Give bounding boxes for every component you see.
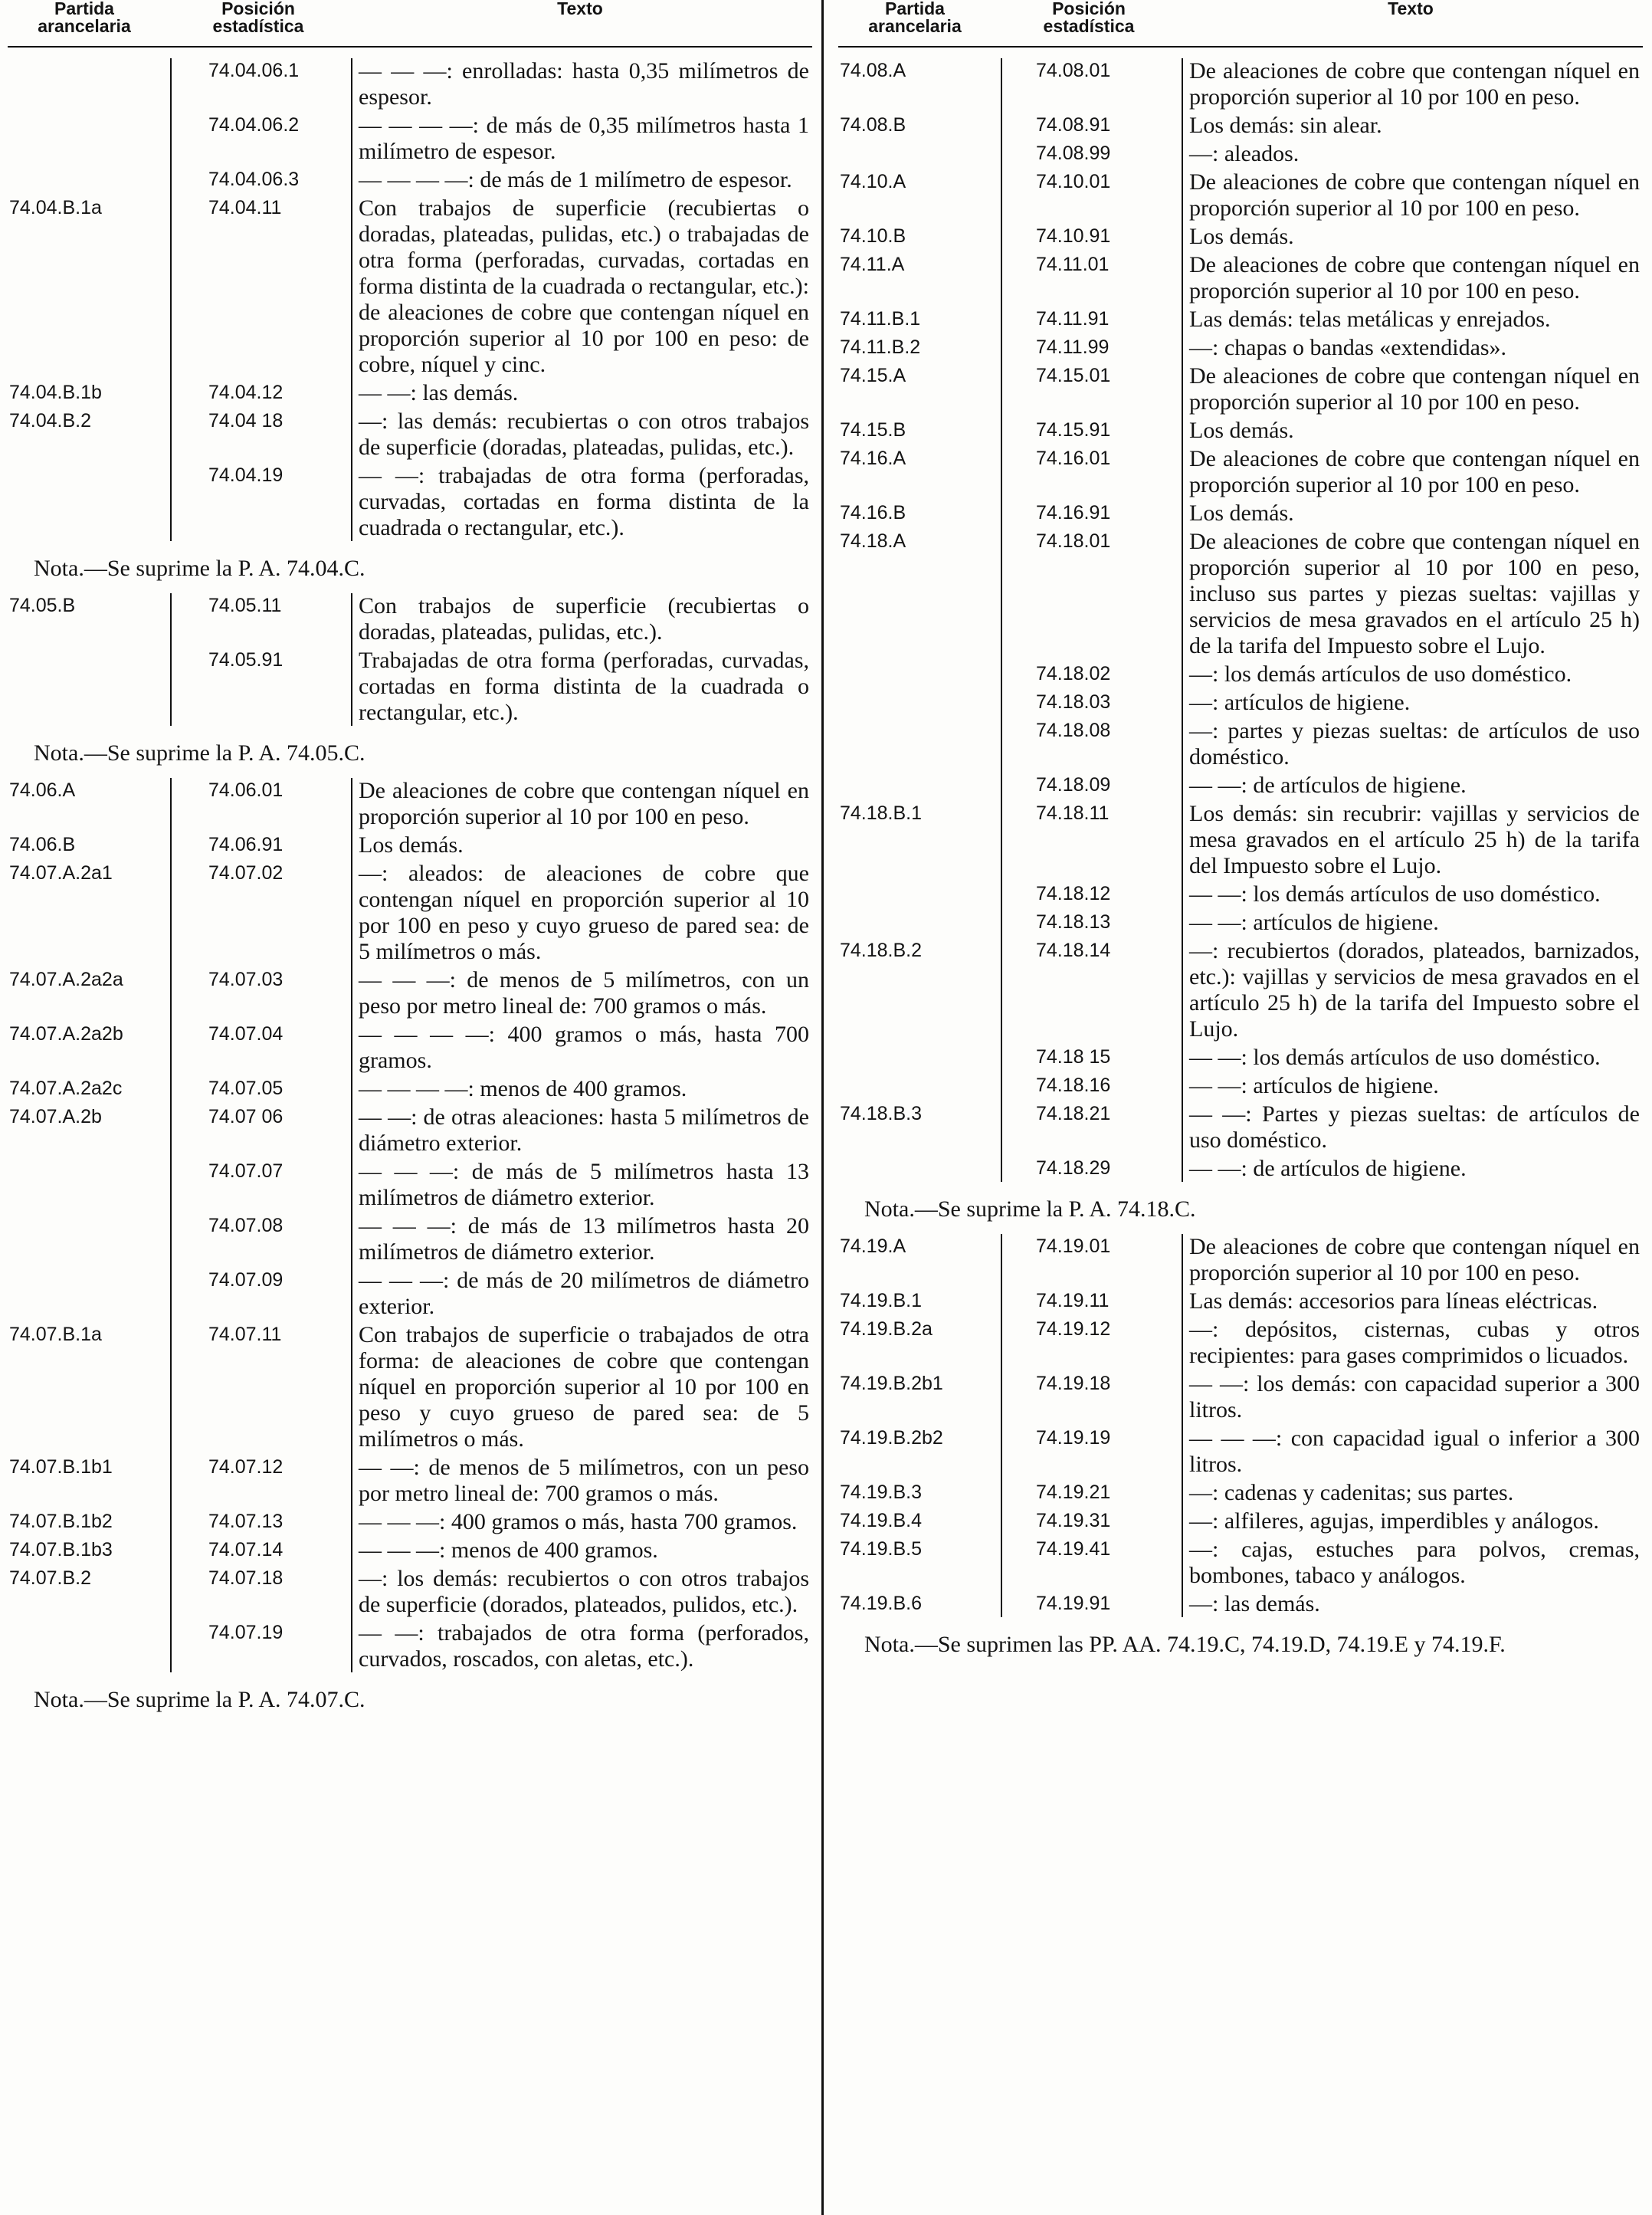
texto-description: — — —: menos de 400 gramos.: [359, 1537, 658, 1563]
posicion-code: 74.06.91: [208, 834, 284, 855]
tariff-row: [8, 1076, 812, 1102]
posicion-code: 74.07.04: [208, 1023, 284, 1045]
texto-description: Los demás.: [1189, 418, 1294, 443]
partida-code: 74.04.B.1a: [9, 197, 102, 218]
tariff-block: [8, 778, 812, 1672]
tariff-row: [8, 167, 812, 193]
posicion-code: 74.07.13: [208, 1511, 284, 1532]
header-rule: [838, 46, 1643, 48]
partida-code: 74.18.B.3: [840, 1103, 923, 1124]
posicion-code: 74.18.13: [1036, 911, 1111, 933]
texto-description: — —: de artículos de higiene.: [1189, 773, 1467, 798]
posicion-code: 74.18.02: [1036, 663, 1111, 684]
texto-description: Los demás.: [1189, 500, 1294, 526]
partida-code: 74.04.B.1b: [9, 382, 102, 403]
tariff-row: [8, 1104, 812, 1157]
right-header: [838, 0, 1643, 48]
tariff-row: [838, 1537, 1643, 1589]
header-posicion: Posición estadística: [1043, 0, 1135, 36]
tariff-row: [8, 1268, 812, 1320]
texto-description: — — —: de más de 20 milímetros de diámetro exterior.: [359, 1268, 809, 1319]
texto-description: Trabajadas de otra forma (perforadas, curvadas, cortadas en forma distinta de la cuadrada o rectangular, etc.).: [359, 648, 809, 725]
tariff-row: [838, 1045, 1643, 1071]
tariff-row: [838, 1234, 1643, 1286]
partida-code: 74.11.A: [840, 254, 905, 275]
partida-code: 74.07.B.1a: [9, 1324, 102, 1345]
texto-description: Con trabajos de superficie o trabajados de otra forma: de aleaciones de cobre que contengan níquel en proporción superior al 10 por 100 en peso y cuyo grueso de pared sea: de 5 milímetros o más.: [359, 1322, 809, 1452]
posicion-code: 74.16.01: [1036, 448, 1111, 469]
posicion-code: 74.07.18: [208, 1567, 284, 1589]
texto-description: Los demás.: [1189, 224, 1294, 249]
tariff-row: [838, 58, 1643, 110]
tariff-row: [838, 529, 1643, 659]
tariff-row: [838, 661, 1643, 687]
partida-code: 74.06.B: [9, 834, 76, 855]
posicion-code: 74.18.03: [1036, 691, 1111, 713]
posicion-code: 74.15.91: [1036, 419, 1111, 441]
tariff-row: [8, 1159, 812, 1211]
texto-description: —: chapas o bandas «extendidas».: [1189, 335, 1507, 360]
texto-description: —: depósitos, cisternas, cubas y otros recipientes: para gases comprimidos o licuados.: [1189, 1317, 1640, 1368]
posicion-code: 74.11.99: [1036, 336, 1110, 358]
posicion-code: 74.15.01: [1036, 365, 1111, 386]
partida-code: 74.19.B.2b2: [840, 1427, 943, 1449]
nota-text: Nota.—Se suprime la P. A. 74.07.C.: [34, 1687, 365, 1712]
posicion-code: 74.10.01: [1036, 171, 1111, 192]
tariff-row: [838, 500, 1643, 527]
header-texto: Texto: [1388, 0, 1434, 18]
tariff-row: [8, 1566, 812, 1618]
texto-description: De aleaciones de cobre que contengan níquel en proporción superior al 10 por 100 en peso.: [359, 778, 809, 829]
partida-code: 74.05.B: [9, 595, 76, 616]
partida-code: 74.07.B.2: [9, 1567, 92, 1589]
posicion-code: 74.18.29: [1036, 1157, 1111, 1179]
posicion-code: 74.19.41: [1036, 1538, 1111, 1560]
tariff-row: [8, 1620, 812, 1672]
texto-description: — — —: de menos de 5 milímetros, con un peso por metro lineal de: 700 gramos o más.: [359, 967, 809, 1019]
tariff-row: [838, 1371, 1643, 1423]
nota-text: Nota.—Se suprime la P. A. 74.18.C.: [864, 1196, 1196, 1222]
tariff-row: [8, 463, 812, 541]
tariff-row: [8, 593, 812, 645]
texto-description: — —: trabajadas de otra forma (perforadas, curvadas, cortadas en forma distinta de la cuadrada o rectangular, etc.).: [359, 463, 809, 540]
texto-description: — —: los demás artículos de uso doméstico.: [1189, 1045, 1601, 1070]
tariff-row: [8, 1455, 812, 1507]
tariff-row: [838, 252, 1643, 304]
texto-description: De aleaciones de cobre que contengan níquel en proporción superior al 10 por 100 en peso, incluso sus partes y piezas sueltas: vajillas y servicios de mesa gravados en el artículo 25 h) de la tarifa del Impuesto sobre el Lujo.: [1189, 529, 1640, 658]
posicion-code: 74.07.08: [208, 1215, 284, 1236]
tariff-row: [838, 1073, 1643, 1099]
partida-code: 74.08.A: [840, 60, 906, 81]
texto-description: —: aleados: de aleaciones de cobre que contengan níquel en proporción superior al 10 por 100 en peso y cuyo grueso de pared sea: de 5 milímetros o más.: [359, 861, 809, 964]
tariff-row: [8, 967, 812, 1019]
posicion-code: 74.19.31: [1036, 1510, 1111, 1531]
texto-description: —: artículos de higiene.: [1189, 690, 1411, 715]
partida-code: 74.07.A.2a2c: [9, 1078, 123, 1099]
posicion-code: 74.18.11: [1036, 802, 1110, 824]
partida-code: 74.07.B.1b3: [9, 1539, 113, 1560]
tariff-row: [838, 335, 1643, 361]
posicion-code: 74.07.03: [208, 969, 284, 990]
posicion-code: 74.16.91: [1036, 502, 1111, 523]
tariff-row: [838, 801, 1643, 879]
posicion-code: 74.04 18: [208, 410, 284, 432]
tariff-block: [838, 1234, 1643, 1617]
tariff-row: [838, 307, 1643, 333]
tariff-row: [838, 1480, 1643, 1506]
posicion-code: 74.04.12: [208, 382, 284, 403]
partida-code: 74.08.B: [840, 114, 906, 136]
partida-code: 74.19.B.5: [840, 1538, 923, 1560]
texto-description: Los demás: sin alear.: [1189, 113, 1382, 138]
posicion-code: 74.07 06: [208, 1106, 284, 1127]
tariff-block: [8, 58, 812, 541]
posicion-code: 74.10.91: [1036, 225, 1111, 247]
partida-code: 74.10.A: [840, 171, 906, 192]
posicion-code: 74.07.05: [208, 1078, 284, 1099]
texto-description: Las demás: telas metálicas y enrejados.: [1189, 307, 1551, 332]
posicion-code: 74.07.12: [208, 1456, 284, 1478]
tariff-row: [838, 1156, 1643, 1182]
posicion-code: 74.19.01: [1036, 1235, 1111, 1257]
texto-description: Los demás.: [359, 832, 464, 858]
posicion-code: 74.19.11: [1036, 1290, 1110, 1311]
tariff-row: [8, 1213, 812, 1265]
posicion-code: 74.08.99: [1036, 143, 1111, 164]
partida-code: 74.07.B.1b1: [9, 1456, 113, 1478]
posicion-code: 74.07.11: [208, 1324, 282, 1345]
texto-description: —: recubiertos (dorados, plateados, barnizados, etc.): vajillas y servicios de mesa gravados en el artículo 25 h) de la tarifa del Impuesto sobre el Lujo.: [1189, 938, 1640, 1042]
nota-text: Nota.—Se suprimen las PP. AA. 74.19.C, 74.19.D, 74.19.E y 74.19.F.: [864, 1632, 1506, 1657]
tariff-row: [838, 113, 1643, 139]
tariff-row: [838, 938, 1643, 1042]
texto-description: Con trabajos de superficie (recubiertas o doradas, plateadas, pulidas, etc.) o trabajadas de otra forma (perforadas, curvadas, cortadas en forma distinta de la cuadrada o rectangular, etc.): de aleaciones de cobre que contengan níquel en proporción superior al 10 por 100 en peso: de cobre, níquel y cinc.: [359, 195, 809, 377]
texto-description: Los demás: sin recubrir: vajillas y servicios de mesa gravados en el artículo 25 h) de la tarifa del Impuesto sobre el Lujo.: [1189, 801, 1640, 878]
tariff-row: [8, 861, 812, 965]
right-column: [838, 0, 1643, 2215]
posicion-code: 74.04.19: [208, 464, 284, 486]
partida-code: 74.19.A: [840, 1235, 906, 1257]
tariff-row: [838, 1288, 1643, 1314]
posicion-code: 74.18 15: [1036, 1046, 1111, 1068]
partida-code: 74.10.B: [840, 225, 906, 247]
texto-description: —: las demás.: [1189, 1591, 1320, 1616]
header-partida: Partida arancelaria: [868, 0, 962, 36]
partida-code: 74.07.A.2b: [9, 1106, 102, 1127]
partida-code: 74.11.B.2: [840, 336, 921, 358]
partida-code: 74.16.A: [840, 448, 906, 469]
texto-description: — —: de artículos de higiene.: [1189, 1156, 1467, 1181]
tariff-row: [838, 418, 1643, 444]
posicion-code: 74.18.16: [1036, 1075, 1111, 1096]
tariff-row: [838, 169, 1643, 222]
posicion-code: 74.19.12: [1036, 1318, 1111, 1340]
partida-code: 74.15.A: [840, 365, 906, 386]
tariff-row: [838, 1317, 1643, 1369]
tariff-row: [838, 1101, 1643, 1153]
posicion-code: 74.18.08: [1036, 720, 1111, 741]
partida-code: 74.07.A.2a2a: [9, 969, 123, 990]
tariff-block: [838, 58, 1643, 1182]
nota-text: Nota.—Se suprime la P. A. 74.05.C.: [34, 740, 365, 766]
posicion-code: 74.08.01: [1036, 60, 1111, 81]
texto-description: — — —: de más de 13 milímetros hasta 20 milímetros de diámetro exterior.: [359, 1213, 809, 1265]
tariff-row: [838, 446, 1643, 498]
texto-description: De aleaciones de cobre que contengan níquel en proporción superior al 10 por 100 en peso.: [1189, 1234, 1640, 1285]
tariff-row: [838, 363, 1643, 415]
tariff-row: [838, 1508, 1643, 1534]
tariff-row: [838, 1426, 1643, 1478]
texto-description: De aleaciones de cobre que contengan níquel en proporción superior al 10 por 100 en peso.: [1189, 252, 1640, 304]
tariff-row: [8, 380, 812, 406]
partida-code: 74.15.B: [840, 419, 906, 441]
texto-description: —: los demás artículos de uso doméstico.: [1189, 661, 1572, 687]
tariff-row: [838, 1591, 1643, 1617]
tariff-row: [8, 113, 812, 165]
tariff-row: [838, 141, 1643, 167]
tariff-row: [838, 773, 1643, 799]
texto-description: De aleaciones de cobre que contengan níquel en proporción superior al 10 por 100 en peso.: [1189, 169, 1640, 221]
texto-description: — — —: enrolladas: hasta 0,35 milímetros de espesor.: [359, 58, 809, 110]
tariff-row: [8, 409, 812, 461]
right-body: [838, 58, 1643, 1659]
posicion-code: 74.07.09: [208, 1269, 284, 1291]
texto-description: —: partes y piezas sueltas: de artículos de uso doméstico.: [1189, 718, 1640, 770]
texto-description: — —: las demás.: [359, 380, 519, 405]
left-body: [8, 58, 812, 1714]
tariff-row: [8, 1322, 812, 1452]
texto-description: — — — —: de más de 1 milímetro de espesor.: [359, 167, 792, 192]
tariff-block: [8, 593, 812, 726]
posicion-code: 74.07.19: [208, 1622, 284, 1643]
texto-description: Con trabajos de superficie (recubiertas o doradas, plateadas, pulidas, etc.).: [359, 593, 809, 645]
tariff-row: [8, 1022, 812, 1074]
texto-description: — — — —: 400 gramos o más, hasta 700 gramos.: [359, 1022, 809, 1073]
partida-code: 74.19.B.4: [840, 1510, 923, 1531]
tariff-row: [838, 718, 1643, 770]
tariff-row: [8, 832, 812, 858]
posicion-code: 74.06.01: [208, 779, 284, 801]
partida-code: 74.18.B.2: [840, 940, 923, 961]
tariff-row: [838, 881, 1643, 907]
partida-code: 74.18.A: [840, 530, 906, 552]
posicion-code: 74.05.91: [208, 649, 284, 671]
posicion-code: 74.18.01: [1036, 530, 1111, 552]
header-texto: Texto: [557, 0, 603, 18]
posicion-code: 74.07.07: [208, 1160, 284, 1182]
center-column-rule: [821, 0, 824, 2215]
tariff-row: [8, 58, 812, 110]
texto-description: —: las demás: recubiertas o con otros trabajos de superficie (doradas, plateadas, pulidas, etc.).: [359, 409, 809, 460]
texto-description: —: alfileres, agujas, imperdibles y análogos.: [1189, 1508, 1599, 1534]
texto-description: De aleaciones de cobre que contengan níquel en proporción superior al 10 por 100 en peso.: [1189, 58, 1640, 110]
partida-code: 74.19.B.2b1: [840, 1373, 943, 1394]
texto-description: De aleaciones de cobre que contengan níquel en proporción superior al 10 por 100 en peso.: [1189, 363, 1640, 415]
texto-description: —: cadenas y cadenitas; sus partes.: [1189, 1480, 1514, 1505]
texto-description: —: cajas, estuches para polvos, cremas, bombones, tabaco y análogos.: [1189, 1537, 1640, 1588]
partida-code: 74.07.B.1b2: [9, 1511, 113, 1532]
texto-description: —: aleados.: [1189, 141, 1300, 166]
posicion-code: 74.19.21: [1036, 1482, 1111, 1503]
texto-description: — — — —: menos de 400 gramos.: [359, 1076, 687, 1101]
partida-code: 74.18.B.1: [840, 802, 923, 824]
header-posicion: Posición estadística: [212, 0, 304, 36]
texto-description: — —: Partes y piezas sueltas: de artículos de uso doméstico.: [1189, 1101, 1640, 1153]
tariff-row: [838, 224, 1643, 250]
partida-code: 74.04.B.2: [9, 410, 92, 432]
tariff-row: [8, 778, 812, 830]
partida-code: 74.16.B: [840, 502, 906, 523]
posicion-code: 74.18.14: [1036, 940, 1111, 961]
partida-code: 74.06.A: [9, 779, 76, 801]
tariff-row: [8, 1537, 812, 1564]
partida-code: 74.19.B.3: [840, 1482, 923, 1503]
header-rule: [8, 46, 812, 48]
texto-description: — — —: con capacidad igual o inferior a 300 litros.: [1189, 1426, 1640, 1477]
left-header: [8, 0, 812, 48]
posicion-code: 74.04.11: [208, 197, 282, 218]
posicion-code: 74.05.11: [208, 595, 282, 616]
texto-description: — —: de otras aleaciones: hasta 5 milímetros de diámetro exterior.: [359, 1104, 809, 1156]
posicion-code: 74.18.09: [1036, 774, 1111, 796]
posicion-code: 74.07.02: [208, 862, 284, 884]
texto-description: — —: trabajados de otra forma (perforados, curvados, roscados, con aletas, etc.).: [359, 1620, 809, 1672]
posicion-code: 74.11.91: [1036, 308, 1110, 330]
texto-description: — —: artículos de higiene.: [1189, 910, 1439, 935]
tariff-row: [8, 195, 812, 378]
tariff-row: [838, 690, 1643, 716]
posicion-code: 74.07.14: [208, 1539, 284, 1560]
header-partida: Partida arancelaria: [38, 0, 131, 36]
texto-description: — — —: de más de 5 milímetros hasta 13 milímetros de diámetro exterior.: [359, 1159, 809, 1210]
posicion-code: 74.18.21: [1036, 1103, 1111, 1124]
posicion-code: 74.04.06.2: [208, 114, 300, 136]
posicion-code: 74.18.12: [1036, 883, 1111, 904]
partida-code: 74.07.A.2a2b: [9, 1023, 123, 1045]
tariff-row: [8, 648, 812, 726]
posicion-code: 74.19.19: [1036, 1427, 1111, 1449]
partida-code: 74.19.B.6: [840, 1593, 923, 1614]
posicion-code: 74.19.91: [1036, 1593, 1111, 1614]
posicion-code: 74.04.06.3: [208, 169, 300, 190]
left-column: [8, 0, 812, 2215]
tariff-row: [838, 910, 1643, 936]
partida-code: 74.19.B.2a: [840, 1318, 933, 1340]
texto-description: — —: los demás artículos de uso doméstico.: [1189, 881, 1601, 907]
partida-code: 74.19.B.1: [840, 1290, 923, 1311]
texto-description: De aleaciones de cobre que contengan níquel en proporción superior al 10 por 100 en peso.: [1189, 446, 1640, 497]
texto-description: — — — —: de más de 0,35 milímetros hasta 1 milímetro de espesor.: [359, 113, 809, 164]
texto-description: — —: de menos de 5 milímetros, con un peso por metro lineal de: 700 gramos o más.: [359, 1455, 809, 1506]
nota-text: Nota.—Se suprime la P. A. 74.04.C.: [34, 556, 365, 581]
texto-description: Las demás: accesorios para líneas eléctricas.: [1189, 1288, 1598, 1314]
texto-description: — —: artículos de higiene.: [1189, 1073, 1439, 1098]
partida-code: 74.11.B.1: [840, 308, 921, 330]
partida-code: 74.07.A.2a1: [9, 862, 113, 884]
texto-description: — —: los demás: con capacidad superior a 300 litros.: [1189, 1371, 1640, 1423]
posicion-code: 74.08.91: [1036, 114, 1111, 136]
posicion-code: 74.11.01: [1036, 254, 1110, 275]
posicion-code: 74.04.06.1: [208, 60, 300, 81]
tariff-row: [8, 1509, 812, 1535]
texto-description: — — —: 400 gramos o más, hasta 700 gramos.: [359, 1509, 798, 1534]
posicion-code: 74.19.18: [1036, 1373, 1111, 1394]
texto-description: —: los demás: recubiertos o con otros trabajos de superficie (dorados, plateados, pulidos, etc.).: [359, 1566, 809, 1617]
